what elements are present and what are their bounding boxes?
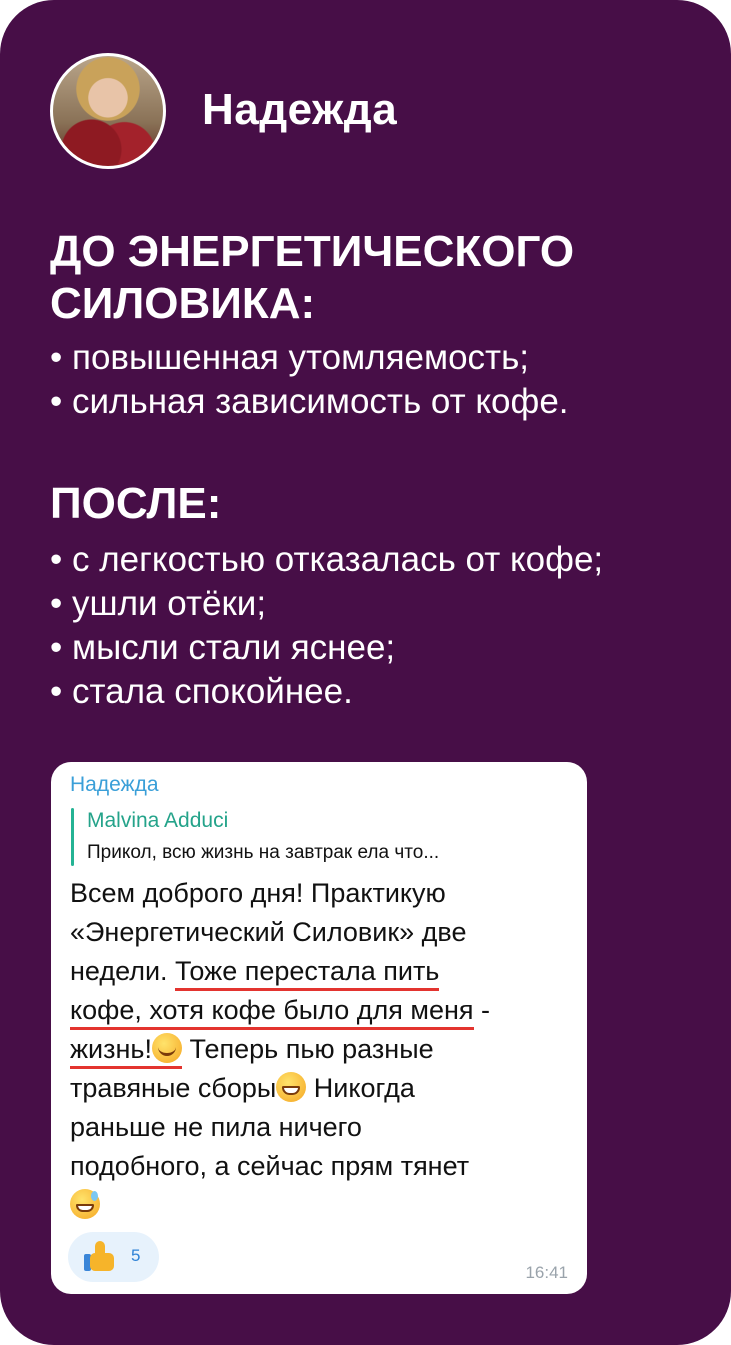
avatar [50,53,166,169]
message-line: недели. Тоже перестала пить [70,954,439,988]
highlight-underline: кофе, хотя кофе было для меня [70,995,474,1030]
message-line: Всем доброго дня! Практикую [70,878,446,908]
grinning-face-icon [276,1072,306,1102]
message-line: подобного, а сейчас прям тянет [70,1151,470,1181]
message-sender[interactable]: Надежда [70,773,159,796]
bullet-icon: • [50,540,63,579]
before-title-line-2: СИЛОВИКА: [50,279,316,328]
before-title-line-1: ДО ЭНЕРГЕТИЧЕСКОГО [50,227,575,276]
bullet-icon: • [50,382,63,421]
grinning-face-with-sweat-icon [70,1189,100,1219]
bullet-icon: • [50,584,63,623]
highlight-underline: Тоже перестала пить [175,956,439,991]
before-item: • повышенная утомляемость; [50,338,530,377]
message-time: 16:41 [525,1263,568,1282]
reply-accent-bar [71,808,74,866]
message-line: кофе, хотя кофе было для меня - [70,993,490,1027]
reaction-count: 5 [131,1246,141,1265]
message-line: травяные сборы Никогда [70,1073,415,1103]
author-name: Надежда [202,85,398,134]
message-line: раньше не пила ничего [70,1112,362,1142]
after-title: ПОСЛЕ: [50,479,222,528]
before-item: • сильная зависимость от кофе. [50,382,569,421]
thumbs-up-icon [84,1241,116,1273]
bullet-icon: • [50,338,63,377]
highlight-underline: жизнь! [70,1034,182,1069]
after-item: • с легкостью отказалась от кофе; [50,540,604,579]
reply-author[interactable]: Malvina Adduci [87,809,229,832]
hugging-face-icon [152,1033,182,1063]
after-item: • стала спокойнее. [50,672,353,711]
message-line: жизнь! Теперь пью разные [70,1032,434,1066]
message-line [70,1188,100,1222]
after-item: • мысли стали яснее; [50,628,396,667]
message-line: «Энергетический Силовик» две [70,917,467,947]
bullet-icon: • [50,628,63,667]
reaction-thumbs-up[interactable] [68,1232,159,1282]
reply-preview[interactable]: Прикол, всю жизнь на завтрак ела что... [87,842,440,863]
chat-message [51,762,587,1294]
bullet-icon: • [50,672,63,711]
after-item: • ушли отёки; [50,584,267,623]
